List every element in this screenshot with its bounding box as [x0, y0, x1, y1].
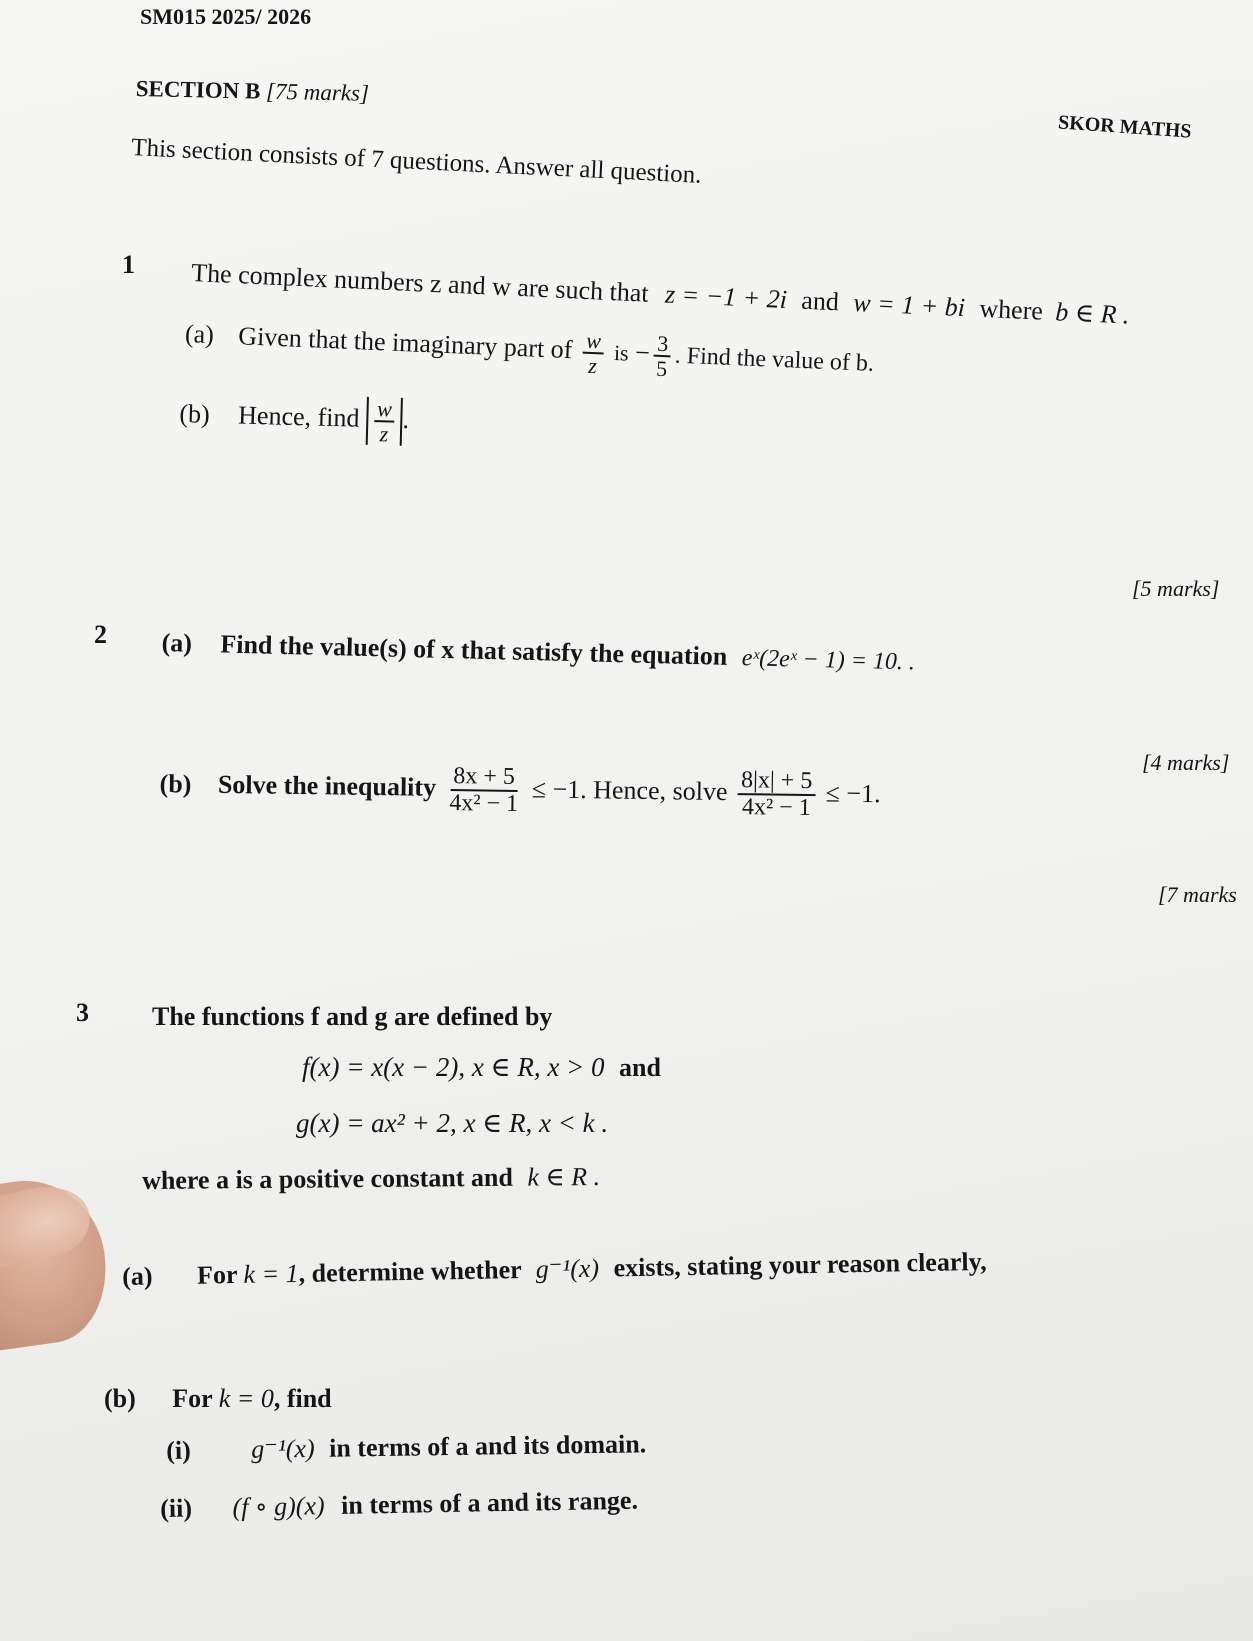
q3-number: 3	[76, 998, 89, 1027]
q3bi-label: (i)	[166, 1435, 191, 1465]
q3-part-b: (b) For k = 0, find	[104, 1384, 332, 1413]
q1-number: 1	[122, 250, 135, 279]
q3-part-b-i: (i) g⁻¹(x) in terms of a and its domain.	[166, 1429, 647, 1465]
q2b-label: (b)	[159, 769, 192, 799]
exponential-equation: eˣ(2eˣ − 1) = 10. .	[741, 645, 916, 676]
q2-number: 2	[94, 620, 107, 649]
modulus-inequality-fraction: $\frac{8|x| + 5}{\text{4x² − 1}}$	[738, 768, 816, 821]
q3-stem: The functions f and g are defined by	[152, 1002, 553, 1031]
q1-stem: The complex numbers z and w are such that z = −1 + 2i and w = 1 + bi where b ∈ R .	[190, 258, 1131, 330]
g-inverse: g⁻¹(x)	[535, 1253, 600, 1284]
k-domain: k ∈ R .	[527, 1162, 601, 1192]
q1b-label: (b)	[179, 399, 211, 429]
q2-part-b: (b) Solve the inequality $\frac{8x + 5}{\text{4x² − 1}}$ ≤ −1. Hence, solve $\frac{8|x| + 5}{\text{4x² − 1}}$ ≤ −1.	[159, 763, 881, 822]
section-marks: [75 marks]	[265, 78, 370, 106]
q2b-marks: [7 marks	[1158, 882, 1237, 907]
q3bii-label: (ii)	[160, 1493, 193, 1523]
g-definition-line	[296, 1108, 608, 1139]
b-domain: b ∈ R .	[1054, 297, 1131, 330]
modulus-w-over-z: $\frac{w}{z}$	[365, 397, 403, 446]
q2a-marks: [4 marks]	[1142, 750, 1230, 775]
paper-code: SM015 2025/ 2026	[140, 4, 312, 29]
q1-part-a: (a) Given that the imaginary part of $\frac{w}{z}$ is − $\frac{3}{5}$ . Find the value of b.	[184, 319, 875, 382]
section-instruction: This section consists of 7 questions. Answer all question.	[130, 134, 703, 189]
w-over-z-fraction: $\frac{w}{z}$	[582, 329, 605, 378]
inequality-fraction: $\frac{8x + 5}{\text{4x² − 1}}$	[449, 763, 519, 818]
section-heading	[135, 76, 369, 107]
g-definition: g(x) = ax² + 2, x ∈ R, x < k .	[296, 1108, 609, 1138]
f-definition-line: f(x) = x(x − 2), x ∈ R, x > 0 and	[302, 1052, 661, 1082]
f-definition: f(x) = x(x − 2), x ∈ R, x > 0	[302, 1052, 605, 1082]
q3-constants: where a is a positive constant and k ∈ R .	[142, 1162, 601, 1195]
q1a-label: (a)	[184, 319, 215, 350]
three-fifths-fraction: $\frac{3}{5}$	[653, 332, 672, 381]
section-title: SECTION B	[135, 76, 261, 104]
q2a-label: (a)	[161, 628, 193, 658]
q3-part-a: (a) For k = 1, determine whether g⁻¹(x) exists, stating your reason clearly,	[122, 1246, 987, 1291]
brand-label: SKOR MATHS	[1057, 111, 1193, 143]
w-definition: w = 1 + bi	[852, 288, 966, 323]
q3-part-b-ii: (ii) (f ∘ g)(x) in terms of a and its range.	[160, 1485, 639, 1523]
q3a-label: (a)	[122, 1261, 153, 1291]
q2-part-a: (a) Find the value(s) of x that satisfy the equation eˣ(2eˣ − 1) = 10. .	[161, 628, 916, 676]
q1-part-b: (b) Hence, find $\frac{w}{z}$ .	[179, 396, 410, 447]
z-definition: z = −1 + 2i	[664, 279, 788, 315]
q3b-label: (b)	[104, 1384, 136, 1413]
q1-marks: [5 marks]	[1132, 576, 1220, 601]
